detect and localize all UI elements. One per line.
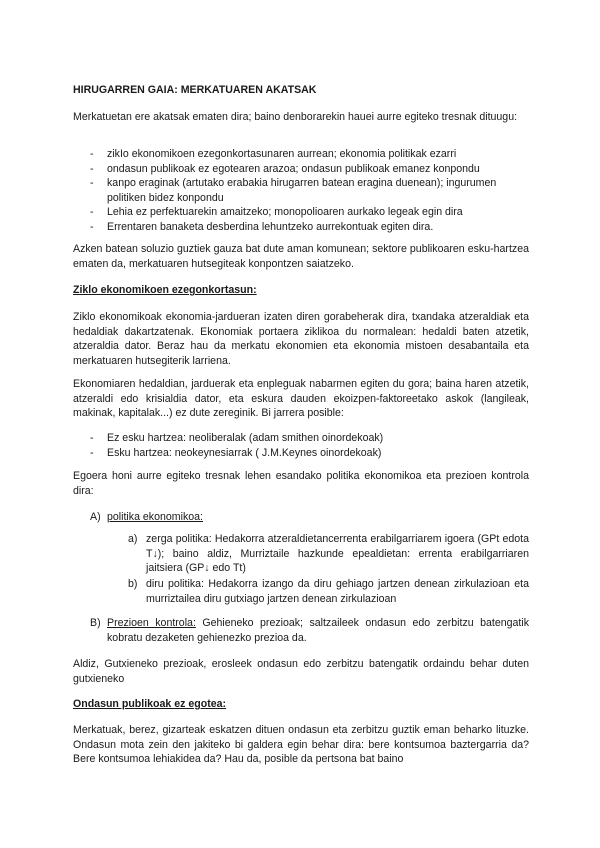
intro-list <box>73 147 529 235</box>
list-item: - kanpo eraginak (artutako erabakia hirugarren batean eragina duenean); ingurumen politiken bidez konpondu <box>73 176 529 205</box>
public-goods-paragraph: Merkatuak, berez, gizarteak eskatzen dituen ondasun eta zerbitzu guztik eman beharko lituzke. Ondasun mota zein den jakiteko bi galdera egin behar dira: bere kontsumoa baztergarria da? Bere kontsumoa lehiakidea da? Hau da, posible da pertsona bat baino <box>73 724 529 766</box>
list-marker: A) <box>90 511 101 523</box>
list-item: - zikIo ekonomikoen ezegonkortasunaren aurrean; ekonomia politikak ezarri <box>73 147 529 162</box>
summary-paragraph: Azken batean soluzio guztiek gauza bat dute aman komunean; sektore publikoaren esku-hartzea ematen da, merkatuaren hutsegiteak konpontzen saiatzeko. <box>73 243 529 270</box>
sub-list-item-a <box>128 532 529 576</box>
list-item: - Esku hartzea: neokeynesiarrak ( J.M.Keynes oinordekoak) <box>73 446 529 461</box>
list-item: - Errentaren banaketa desberdina lehuntzeko aurrekontuak egiten dira. <box>73 220 529 235</box>
page-title: HIRUGARREN GAIA: MERKATUAREN AKATSAK <box>73 84 317 96</box>
cycles-paragraph-4: Aldiz, Gutxieneko prezioak, erosleek ondasun edo zerbitzu batengatik ordaindu behar duten gutxieneko <box>73 658 529 685</box>
section-heading-cycles: Ziklo ekonomikoen ezegonkortasun: <box>73 284 257 296</box>
list-item: - Ez esku hartzea: neoliberalak (adam smithen oinordekoak) <box>73 431 529 446</box>
section-heading-public-goods: Ondasun publikoak ez egotea: <box>73 698 227 710</box>
list-item-b <box>73 616 529 645</box>
list-label: Prezioen kontrola: <box>107 617 196 629</box>
list-item: - ondasun publikoak ez egotearen arazoa; ondasun publikoak emanez konpondu <box>73 162 529 177</box>
list-marker: B) <box>90 617 101 629</box>
list-marker: b) <box>128 578 138 590</box>
intro-paragraph: Merkatuetan ere akatsak ematen dira; baino denborarekin hauei aurre egiteko tresnak dituugu: <box>73 111 518 123</box>
cycles-paragraph-2: Ekonomiaren hedaldian, jarduerak eta enpleguak nabarmen egiten du gora; baina haren atzetik, atzeraldi edo krisialdia dator, eta eskura dauden ekoizpen-faktoreetako askok (langileak, makinak, kapitalak...) ez dute zereginik. Bi jarrera posible: <box>73 378 529 420</box>
cycles-paragraph-1: Ziklo ekonomikoak ekonomia-jardueran izaten diren gorabeherak dira, txandaka atzeraldiak eta hedaldiak dakartzatenak. Ekonomiak portaera ziklikoa du normalean: hedaldi baten atzetik, atzeraldia dator. Beraz hau da merkatu ekonomien eta ekonomia mistoen desabantaila eta merkatuaren hutsegiterik larriena. <box>73 311 529 367</box>
list-item: - Lehia ez perfektuarekin amaitzeko; monopolioaren aurkako legeak egin dira <box>73 205 529 220</box>
sub-list-text: diru politika: Hedakorra izango da diru gehiago jartzen denean zirkulazioan eta murriztailea diru gutxiago jartzen denean zirkulazioan <box>146 578 529 605</box>
list-marker: a) <box>128 533 138 545</box>
list-item-a <box>73 510 529 525</box>
sub-list-text: zerga politika: Hedakorra atzeraldietancerrenta erabilgarriarem igoera (GPt edota T↓); baino aldiz, Murriztaile hazkunde epealdietan: errenta erabilgarriaren jaitsiera (GP↓ edo Tt) <box>146 533 529 575</box>
cycles-paragraph-3: Egoera honi aurre egiteko tresnak lehen esandako politika ekonomikoa eta prezioen kontrola dira: <box>73 470 529 497</box>
sub-list-item-b <box>128 577 529 606</box>
list-text: Gehieneko prezioak; saltzaileek ondasun edo zerbitzu batengatik kobratu dezaketen gehienezko prezioa da. <box>107 617 529 644</box>
list-label: politika ekonomikoa: <box>107 511 203 523</box>
cycles-list <box>73 431 529 460</box>
